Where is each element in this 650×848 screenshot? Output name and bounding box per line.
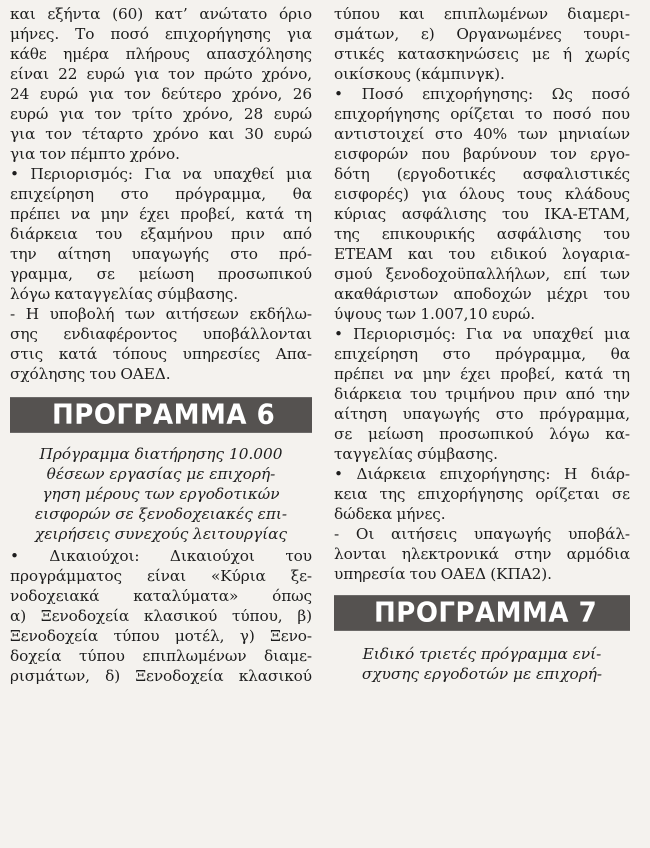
subtitle-line: Ειδικό τριετές πρόγραμμα ενί- [362,645,602,663]
text-line: • Περιορισμός: Για να υπαχθεί μια [10,165,312,183]
text-line: τύπου και επιπλωμένων διαμερι- [334,5,630,23]
subtitle-line: Πρόγραμμα διατήρησης 10.000 [39,445,283,463]
text-line: γραμμα, σε μείωση προσωπικού [10,265,312,283]
text-line: ακαθάριστων αποδοχών μέχρι του [334,285,630,303]
text-line: δώδεκα μήνες. [334,505,446,523]
text-line: διάρκεια του τριμήνου πριν από την [334,385,630,403]
section-heading-program-7: ΠΡΟΓΡΑΜΜΑ 7 [334,595,630,631]
text-line: 24 ευρώ για τον δεύτερο χρόνο, 26 [10,85,312,103]
text-line: ύψους των 1.007,10 ευρώ. [334,305,535,323]
continuation-paragraph [334,4,630,84]
text-line: προγράμματος είναι «Κύρια ξε- [10,567,312,585]
left-column [10,4,322,848]
text-line: εισφορών που βαρύνουν τον εργο- [334,145,630,163]
submission-paragraph [10,304,312,384]
subtitle-line: χειρήσεις συνεχούς λειτουργίας [34,525,288,543]
text-line: μήνες. Το ποσό επιχορήγησης για [10,25,312,43]
text-line: υπηρεσία του ΟΑΕΔ (ΚΠΑ2). [334,565,552,583]
subtitle-line: γηση μέρους των εργοδοτικών [42,485,280,503]
right-column [322,4,630,848]
text-line: σης ενδιαφέροντος υποβάλλονται [10,325,312,343]
text-line: σχόλησης του ΟΑΕΔ. [10,365,171,383]
text-line: ρισμάτων, δ) Ξενοδοχεία κλασικού [10,667,312,685]
text-line: οικίσκους (κάμπινγκ). [334,65,505,83]
text-line: διάρκεια του εξαμήνου πριν από [10,225,312,243]
section-heading-program-6: ΠΡΟΓΡΑΜΜΑ 6 [10,397,312,433]
text-line: σμού ξενοδοχοϋπαλλήλων, επί των [334,265,630,283]
text-line: ταγγελίας σύμβασης. [334,445,498,463]
text-line: λονται ηλεκτρονικά στην αρμόδια [334,545,630,563]
text-line: ΕΤΕΑΜ και του ειδικού λογαρια- [334,245,630,263]
text-line: δοχεία τύπου επιπλωμένων διαμε- [10,647,312,665]
text-line: εισφορές) για όλους τους κλάδους [334,185,630,203]
duration-paragraph [334,464,630,524]
text-line: για τον πέμπτο χρόνο. [10,145,180,163]
amount-paragraph [334,84,630,324]
text-line: είναι 22 ευρώ για τον πρώτο χρόνο, [10,65,312,83]
intro-paragraph [10,4,312,164]
text-line: αίτηση υπαγωγής στο πρόγραμμα, [334,405,630,423]
text-line: πρέπει να μην έχει προβεί, κατά τη [10,205,312,223]
text-line: ευρώ για τον τρίτο χρόνο, 28 ευρώ [10,105,312,123]
restriction-paragraph [10,164,312,304]
text-line: επιχορήγησης ορίζεται το ποσό που [334,105,630,123]
text-line: νοδοχειακά καταλύματα» όπως [10,587,312,605]
text-line: - Οι αιτήσεις υπαγωγής υποβάλ- [334,525,630,543]
text-line: κάθε ημέρα πλήρους απασχόλησης [10,45,312,63]
program-7-subtitle [334,644,630,684]
text-line: και εξήντα (60) κατ’ ανώτατο όριο [10,5,312,23]
text-line: α) Ξενοδοχεία κλασικού τύπου, β) [10,607,312,625]
text-line: • Δικαιούχοι: Δικαιούχοι του [10,547,312,565]
subtitle-line: θέσεων εργασίας με επιχορή- [46,465,276,483]
beneficiaries-paragraph [10,546,312,686]
text-line: την αίτηση υπαγωγής στο πρό- [10,245,312,263]
text-line: της επικουρικής ασφάλισης του [334,225,630,243]
text-line: σμάτων, ε) Οργανωμένες τουρι- [334,25,630,43]
program-6-subtitle [10,444,312,544]
text-line: • Διάρκεια επιχορήγησης: Η διάρ- [334,465,630,483]
text-line: στικές κατασκηνώσεις με ή χωρίς [334,45,630,63]
applications-paragraph [334,524,630,584]
subtitle-line: εισφορών σε ξενοδοχειακές επι- [34,505,288,523]
restriction-paragraph [334,324,630,464]
text-line: σε μείωση προσωπικού λόγω κα- [334,425,630,443]
text-line: αντιστοιχεί στο 40% των μηνιαίων [334,125,630,143]
text-line: κεια της επιχορήγησης ορίζεται σε [334,485,630,503]
text-line: • Ποσό επιχορήγησης: Ως ποσό [334,85,630,103]
text-line: πρέπει να μην έχει προβεί, κατά τη [334,365,630,383]
text-line: στις κατά τόπους υπηρεσίες Απα- [10,345,312,363]
text-line: • Περιορισμός: Για να υπαχθεί μια [334,325,630,343]
text-line: επιχείρηση στο πρόγραμμα, θα [10,185,312,203]
text-line: Ξενοδοχεία τύπου μοτέλ, γ) Ξενο- [10,627,312,645]
subtitle-line: σχυσης εργοδοτών με επιχορή- [361,665,603,683]
text-line: επιχείρηση στο πρόγραμμα, θα [334,345,630,363]
text-line: κύριας ασφάλισης του ΙΚΑ-ΕΤΑΜ, [334,205,630,223]
text-line: λόγω καταγγελίας σύμβασης. [10,285,239,303]
text-line: - Η υποβολή των αιτήσεων εκδήλω- [10,305,312,323]
text-line: για τον τέταρτο χρόνο και 30 ευρώ [10,125,312,143]
text-line: δότη (εργοδοτικές ασφαλιστικές [334,165,630,183]
